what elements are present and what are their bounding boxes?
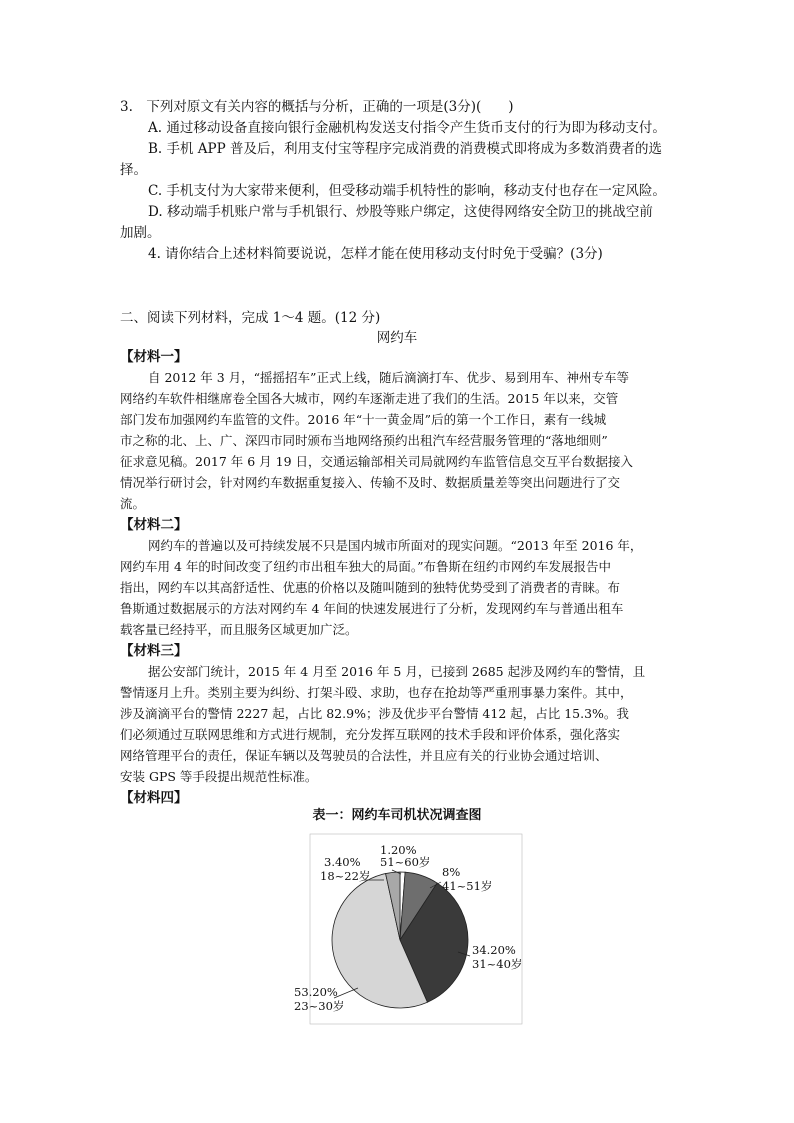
- material-line: 自 2012 年 3 月，“摇摇招车”正式上线，随后滴滴打车、优步、易到用车、神州专车等: [148, 370, 629, 385]
- question-3-option-b-cont: 择。: [120, 162, 147, 178]
- material-line: 情况举行研讨会，针对网约车数据重复接入、传输不及时、数据质量差等突出问题进行了交: [120, 475, 621, 490]
- question-4: 4. 请你结合上述材料简要说说，怎样才能在使用移动支付时免于受骗？(3分): [148, 246, 603, 262]
- material-line: 指出，网约车以其高舒适性、优惠的价格以及随叫随到的独特优势受到了消费者的青睐。布: [120, 580, 621, 595]
- chart-title: 表一：网约车司机状况调查图: [312, 808, 482, 823]
- slice-category-label: 31~40岁: [472, 957, 523, 971]
- material-line: 网络约车软件相继席卷全国各大城市，网约车逐渐走进了我们的生活。2015 年以来，交管: [120, 391, 619, 406]
- material-line: 部门发布加强网约车监管的文件。2016 年“十一黄金周”后的第一个工作日，素有一线城: [120, 412, 607, 427]
- material-line: 市之称的北、上、广、深四市同时颁布当地网络预约出租汽车经营服务管理的“落地细则”: [120, 433, 608, 448]
- material-line: 载客量已经持平，而且服务区域更加广泛。: [120, 622, 358, 637]
- material-line: 警情逐月上升。类别主要为纠纷、打架斗殴、求助，也存在抢劫等严重刑事暴力案件。其中，: [120, 685, 633, 700]
- pie-chart: [280, 830, 530, 1030]
- article-title: 网约车: [376, 330, 418, 346]
- material-line: 征求意见稿。2017 年 6 月 19 日，交通运输部相关司局就网约车监管信息交互平台数据接入: [120, 454, 634, 469]
- question-3-option-b: B. 手机 APP 普及后，利用支付宝等程序完成消费的消费模式即将成为多数消费者的选: [148, 141, 663, 157]
- slice-category-label: 18~22岁: [320, 869, 371, 883]
- slice-percent-label: 8%: [442, 865, 461, 879]
- slice-category-label: 23~30岁: [294, 999, 345, 1013]
- material-line: 涉及滴滴平台的警情 2227 起，占比 82.9%；涉及优步平台警情 412 起，占比 15.3%。我: [120, 706, 629, 721]
- material-line: 安装 GPS 等手段提出规范性标准。: [120, 769, 318, 784]
- question-3-stem: 3. 下列对原文有关内容的概括与分析，正确的一项是(3分)( ): [120, 99, 514, 115]
- slice-category-label: 51~60岁: [380, 855, 431, 869]
- question-3-option-d: D. 移动端手机账户常与手机银行、炒股等账户绑定，这使得网络安全防卫的挑战空前: [148, 204, 653, 220]
- question-3-option-c: C. 手机支付为大家带来便利，但受移动端手机特性的影响，移动支付也存在一定风险。: [148, 183, 666, 199]
- material-line: 们必须通过互联网思维和方式进行规制，充分发挥互联网的技术手段和评价体系，强化落实: [120, 727, 621, 742]
- material-label: 【材料四】: [120, 790, 188, 806]
- slice-category-label: 41~51岁: [442, 879, 493, 893]
- slice-percent-label: 53.20%: [294, 985, 338, 999]
- material-label: 【材料三】: [120, 643, 188, 659]
- section-heading: 二、阅读下列材料，完成 1～4 题。(12 分): [120, 310, 381, 326]
- material-line: 流。: [120, 496, 146, 511]
- material-line: 鲁斯通过数据展示的方法对网约车 4 年间的快速发展进行了分析，发现网约车与普通出租车: [120, 601, 624, 616]
- slice-percent-label: 1.20%: [380, 843, 417, 857]
- material-line: 据公安部门统计，2015 年 4 月至 2016 年 5 月，已接到 2685 起涉及网约车的警情，且: [148, 664, 646, 679]
- slice-percent-label: 3.40%: [324, 855, 361, 869]
- material-line: 网约车用 4 年的时间改变了纽约市出租车独大的局面。”布鲁斯在纽约市网约车发展报告中: [120, 559, 612, 574]
- material-label: 【材料二】: [120, 517, 188, 533]
- material-line: 网约车的普遍以及可持续发展不只是国内城市所面对的现实问题。“2013 年至 2016 年，: [148, 538, 643, 553]
- question-3-option-d-cont: 加剧。: [120, 225, 161, 241]
- material-line: 网络管理平台的责任，保证车辆以及驾驶员的合法性，并且应有关的行业协会通过培训、: [120, 748, 608, 763]
- slice-percent-label: 34.20%: [472, 943, 516, 957]
- question-3-option-a: A. 通过移动设备直接向银行金融机构发送支付指令产生货币支付的行为即为移动支付。: [148, 120, 666, 136]
- material-label: 【材料一】: [120, 349, 188, 365]
